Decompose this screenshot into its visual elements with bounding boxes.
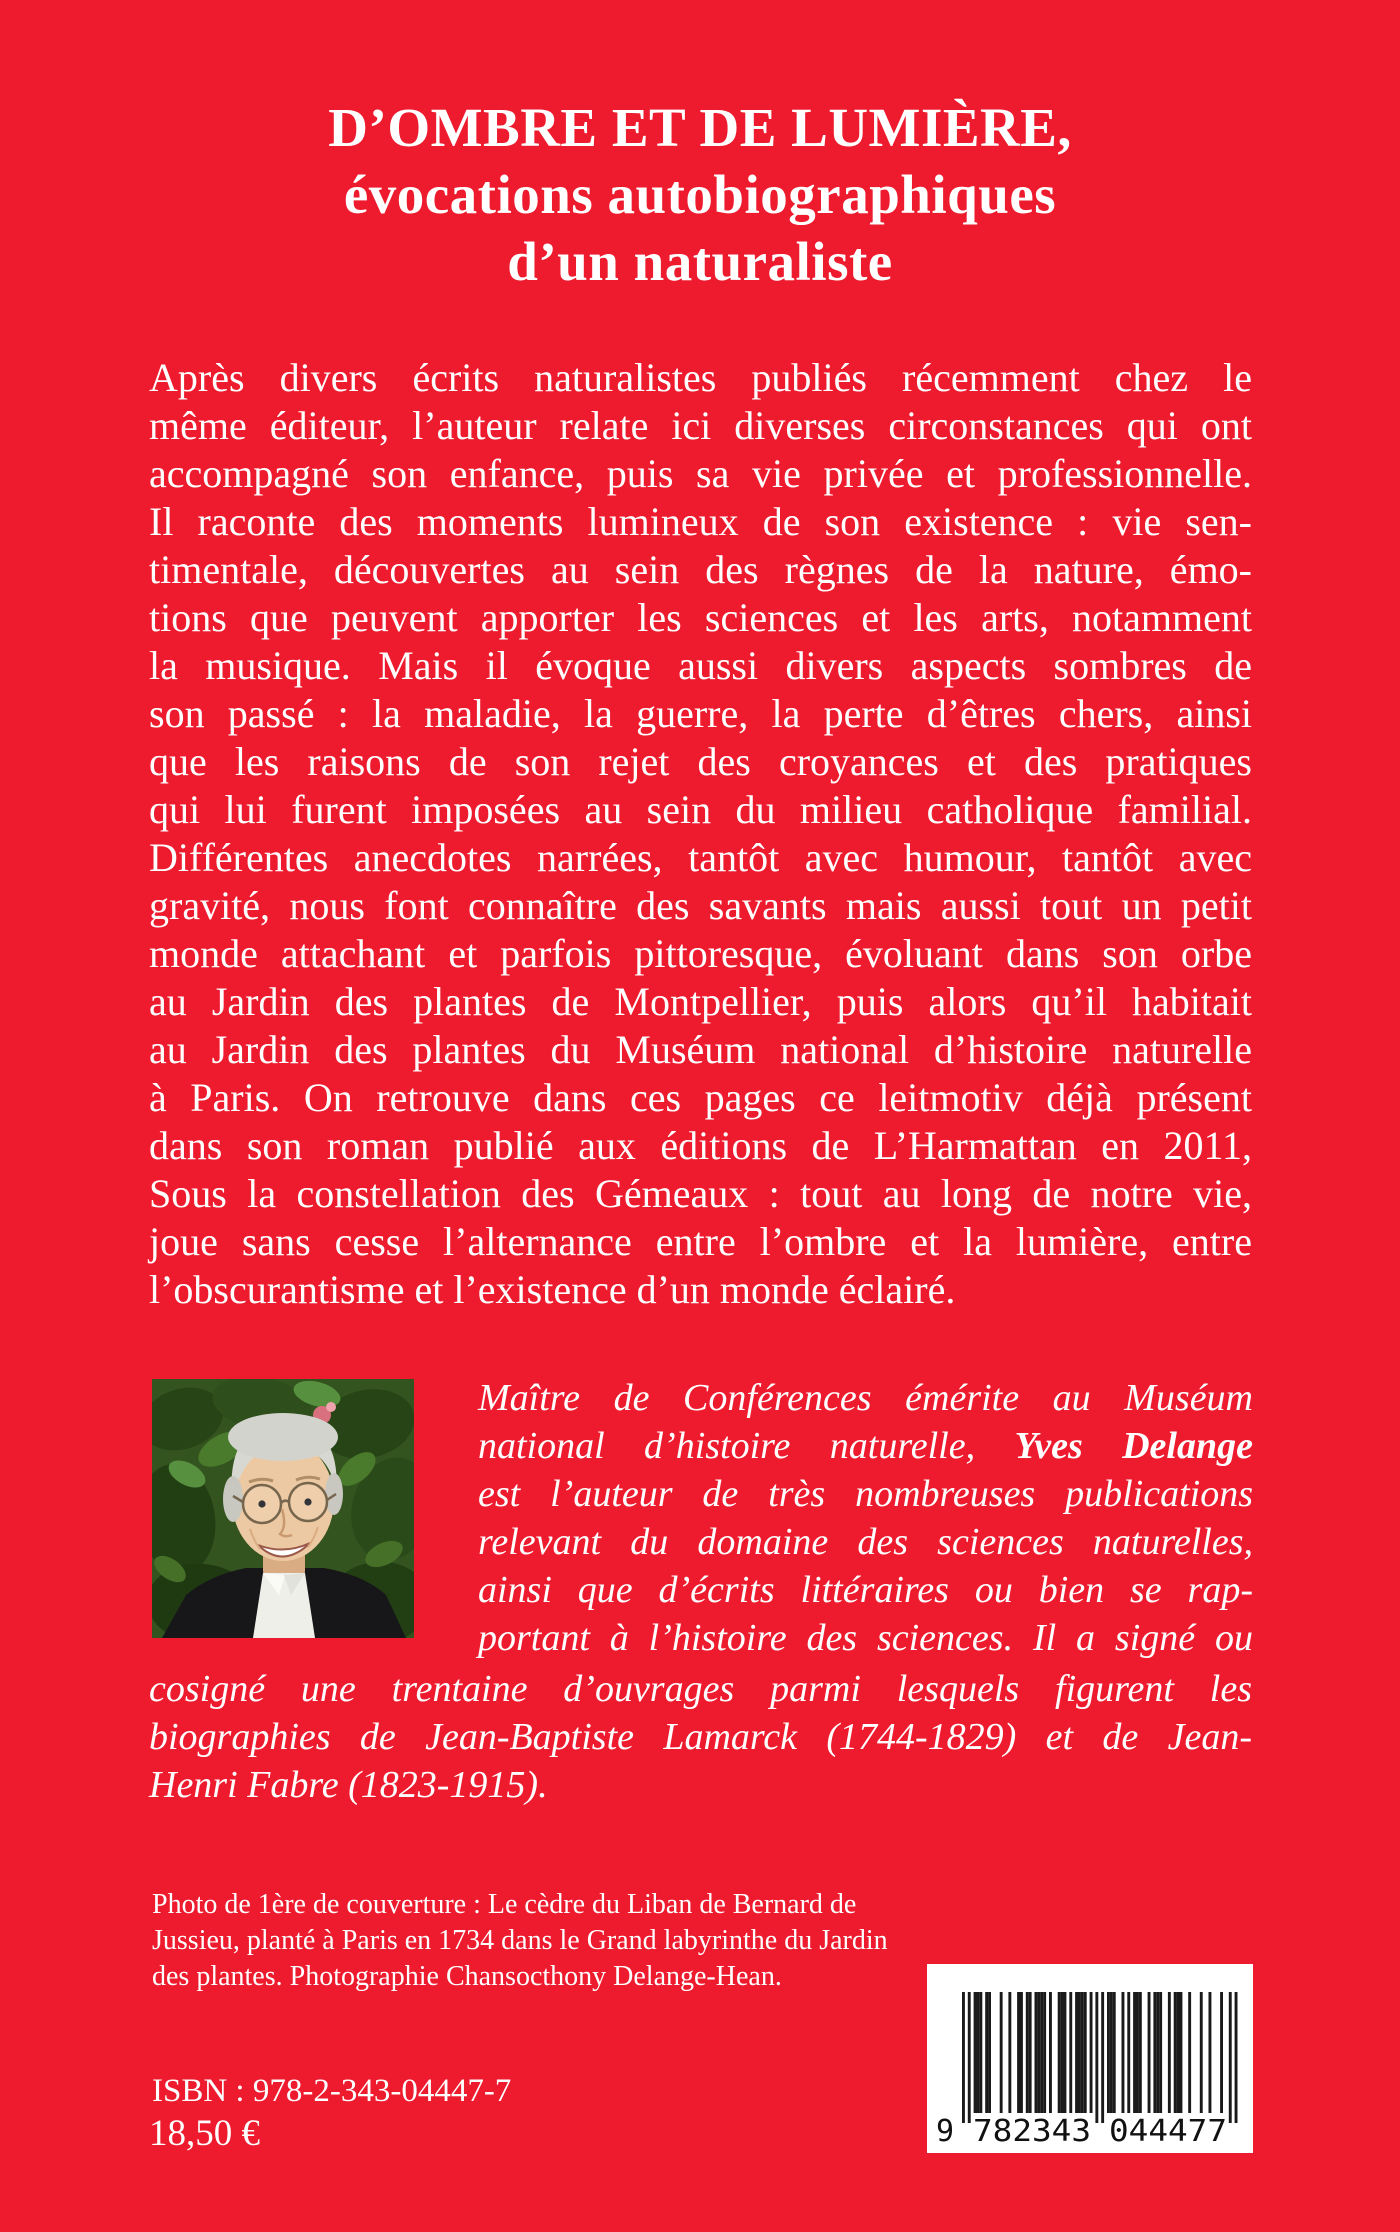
synopsis-line: Sous la constellation des Gémeaux : tout au long de notre vie,	[149, 1171, 1252, 1216]
bio-line: cosigné une trentaine d’ouvrages parmi lesquels figurent les	[149, 1668, 1252, 1710]
synopsis-paragraph	[149, 354, 1252, 1314]
synopsis-line: gravité, nous font connaître des savants mais aussi tout un petit	[149, 883, 1252, 928]
author-bio-full-width	[149, 1665, 1252, 1809]
author-photo	[152, 1379, 414, 1638]
photo-credit-line: des plantes. Photographie Chansocthony Delange-Hean.	[152, 1961, 782, 1992]
bio-line: Henri Fabre (1823-1915).	[149, 1764, 548, 1806]
author-bio-beside-photo	[478, 1374, 1253, 1662]
synopsis-line: l’obscurantisme et l’existence d’un monde éclairé.	[149, 1267, 956, 1312]
barcode-box	[927, 1964, 1253, 2153]
svg-text:782343: 782343	[973, 2114, 1091, 2149]
synopsis-line: dans son roman publié aux éditions de L’Harmattan en 2011,	[149, 1123, 1252, 1168]
bio-line: relevant du domaine des sciences naturelles,	[478, 1521, 1253, 1563]
synopsis-line: Différentes anecdotes narrées, tantôt avec humour, tantôt avec	[149, 835, 1252, 880]
eye-left	[258, 1500, 265, 1507]
synopsis-line: tions que peuvent apporter les sciences et les arts, notamment	[149, 595, 1252, 640]
photo-credit-line: Jussieu, planté à Paris en 1734 dans le Grand labyrinthe du Jardin	[152, 1925, 888, 1956]
synopsis-line: timentale, découvertes au sein des règnes de la nature, émo-	[149, 547, 1252, 592]
author-name: Yves Delange	[1014, 1425, 1253, 1467]
synopsis-line: Après divers écrits naturalistes publiés récemment chez le	[149, 355, 1252, 400]
author-portrait-illustration	[152, 1379, 414, 1638]
synopsis-line: son passé : la maladie, la guerre, la perte d’êtres chers, ainsi	[149, 691, 1252, 736]
synopsis-line: monde attachant et parfois pittoresque, évoluant dans son orbe	[149, 931, 1252, 976]
bio-line: Maître de Conférences émérite au Muséum	[478, 1377, 1253, 1419]
synopsis-line: au Jardin des plantes du Muséum national d’histoire naturelle	[149, 1027, 1252, 1072]
ean13-barcode	[927, 1964, 1253, 2153]
synopsis-line: que les raisons de son rejet des croyances et des pratiques	[149, 739, 1252, 784]
bio-line: est l’auteur de très nombreuses publications	[478, 1473, 1253, 1515]
photo-credit-line: Photo de 1ère de couverture : Le cèdre du Liban de Bernard de	[152, 1889, 857, 1920]
book-title-line-2: évocations autobiographiques	[343, 164, 1057, 225]
eye-right	[304, 1498, 311, 1505]
synopsis-line: joue sans cesse l’alternance entre l’ombre et la lumière, entre	[149, 1219, 1252, 1264]
synopsis-line: même éditeur, l’auteur relate ici diverses circonstances qui ont	[149, 403, 1252, 448]
book-title-line-3: d’un naturaliste	[507, 231, 893, 292]
svg-text:044477: 044477	[1109, 2114, 1227, 2149]
bio-line: biographies de Jean-Baptiste Lamarck (1744-1829) et de Jean-	[149, 1716, 1252, 1758]
svg-text:9: 9	[935, 2114, 955, 2149]
bio-line	[478, 1422, 1253, 1470]
bio-line: ainsi que d’écrits littéraires ou bien se rap-	[478, 1569, 1253, 1611]
synopsis-line: la musique. Mais il évoque aussi divers aspects sombres de	[149, 643, 1252, 688]
synopsis-line: qui lui furent imposées au sein du milieu catholique familial.	[149, 787, 1252, 832]
photo-credit	[152, 1887, 1052, 1995]
synopsis-line: à Paris. On retrouve dans ces pages ce leitmotiv déjà présent	[149, 1075, 1252, 1120]
synopsis-line: Il raconte des moments lumineux de son existence : vie sen-	[149, 499, 1252, 544]
synopsis-line: au Jardin des plantes de Montpellier, puis alors qu’il habitait	[149, 979, 1252, 1024]
price-text: 18,50 €	[149, 2113, 260, 2154]
book-title-line-1: D’OMBRE ET DE LUMIÈRE,	[328, 97, 1072, 158]
isbn-text: ISBN : 978-2-343-04447-7	[152, 2073, 512, 2109]
bio-line2-text: national d’histoire naturelle,	[478, 1425, 1015, 1467]
shirt	[253, 1573, 315, 1638]
title-block	[0, 94, 1400, 295]
synopsis-line: accompagné son enfance, puis sa vie privée et professionnelle.	[149, 451, 1252, 496]
bio-line: portant à l’histoire des sciences. Il a signé ou	[478, 1617, 1253, 1659]
